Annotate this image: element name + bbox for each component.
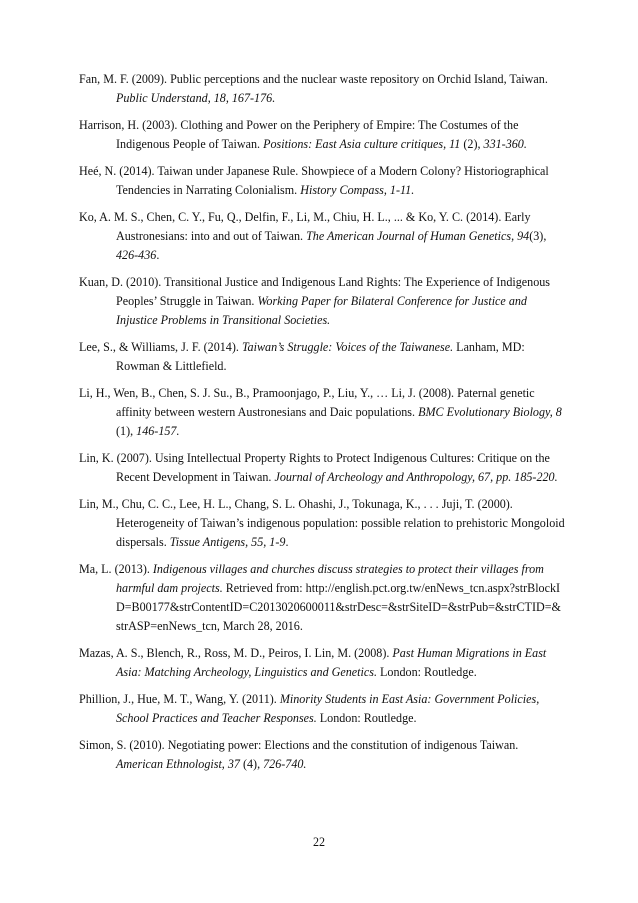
- reference-entry: Ma, L. (2013). Indigenous villages and churches discuss strategies to protect their villages from harmful dam projects. Retrieved from: http://english.pct.org.tw/enNews_tcn.aspx?strBlockID=B00177&strContentID=C2013020600011&strDesc=&strSiteID=&strPub=&strCTID=&strASP=enNews_tcn, March 28, 2016.: [79, 562, 561, 633]
- reference-url[interactable]: http://english.pct.org.tw/enNews_tcn.aspx?strBlockID=B00177&strContentID=C2013020600011&strDesc=&strSiteID=&strPub=&strCTID=&strASP=enNews_tcn,: [116, 581, 561, 633]
- reference-entry: Heé, N. (2014). Taiwan under Japanese Rule. Showpiece of a Modern Colony? Historiographical Tendencies in Narrating Colonialism. History Compass, 1-11.: [79, 164, 549, 197]
- reference-entry: Li, H., Wen, B., Chen, S. J. Su., B., Pramoonjago, P., Liu, Y., … Li, J. (2008). Paternal genetic affinity between western Austronesians and Daic populations. BMC Evolutionary Biology, 8 (1), 146-157.: [79, 386, 562, 438]
- reference-entry: Mazas, A. S., Blench, R., Ross, M. D., Peiros, I. Lin, M. (2008). Past Human Migrations in East Asia: Matching Archeology, Linguistics and Genetics. London: Routledge.: [79, 646, 547, 679]
- reference-entry: Lin, K. (2007). Using Intellectual Property Rights to Protect Indigenous Cultures: Critique on the Recent Development in Taiwan. Journal of Archeology and Anthropology, 67, pp. 185-220.: [79, 451, 558, 484]
- reference-entry: Harrison, H. (2003). Clothing and Power on the Periphery of Empire: The Costumes of the Indigenous People of Taiwan. Positions: East Asia culture critiques, 11 (2), 331-360.: [79, 118, 527, 151]
- reference-list: [79, 70, 565, 782]
- reference-entry: Ko, A. M. S., Chen, C. Y., Fu, Q., Delfin, F., Li, M., Chiu, H. L., ... & Ko, Y. C. (2014). Early Austronesians: into and out of Taiwan. The American Journal of Human Genetics, 94(3), 426-436.: [79, 210, 547, 262]
- reference-entry: Lin, M., Chu, C. C., Lee, H. L., Chang, S. L. Ohashi, J., Tokunaga, K., . . . Juji, T. (2000). Heterogeneity of Taiwan’s indigenous population: possible relation to prehistoric Mongoloid dispersals. Tissue Antigens, 55, 1-9.: [79, 497, 565, 549]
- reference-entry: Phillion, J., Hue, M. T., Wang, Y. (2011). Minority Students in East Asia: Government Policies, School Practices and Teacher Responses. London: Routledge.: [79, 692, 540, 725]
- page-number: 22: [312, 835, 326, 849]
- reference-entry: Fan, M. F. (2009). Public perceptions and the nuclear waste repository on Orchid Island, Taiwan. Public Understand, 18, 167-176.: [79, 72, 548, 105]
- reference-entry: Kuan, D. (2010). Transitional Justice and Indigenous Land Rights: The Experience of Indigenous Peoples’ Struggle in Taiwan. Working Paper for Bilateral Conference for Justice and Injustice Problems in Transitional Societies.: [79, 275, 551, 327]
- reference-entry: Simon, S. (2010). Negotiating power: Elections and the constitution of indigenous Taiwan. American Ethnologist, 37 (4), 726-740.: [79, 738, 519, 771]
- reference-entry: Lee, S., & Williams, J. F. (2014). Taiwan’s Struggle: Voices of the Taiwanese. Lanham, MD: Rowman & Littlefield.: [79, 340, 525, 373]
